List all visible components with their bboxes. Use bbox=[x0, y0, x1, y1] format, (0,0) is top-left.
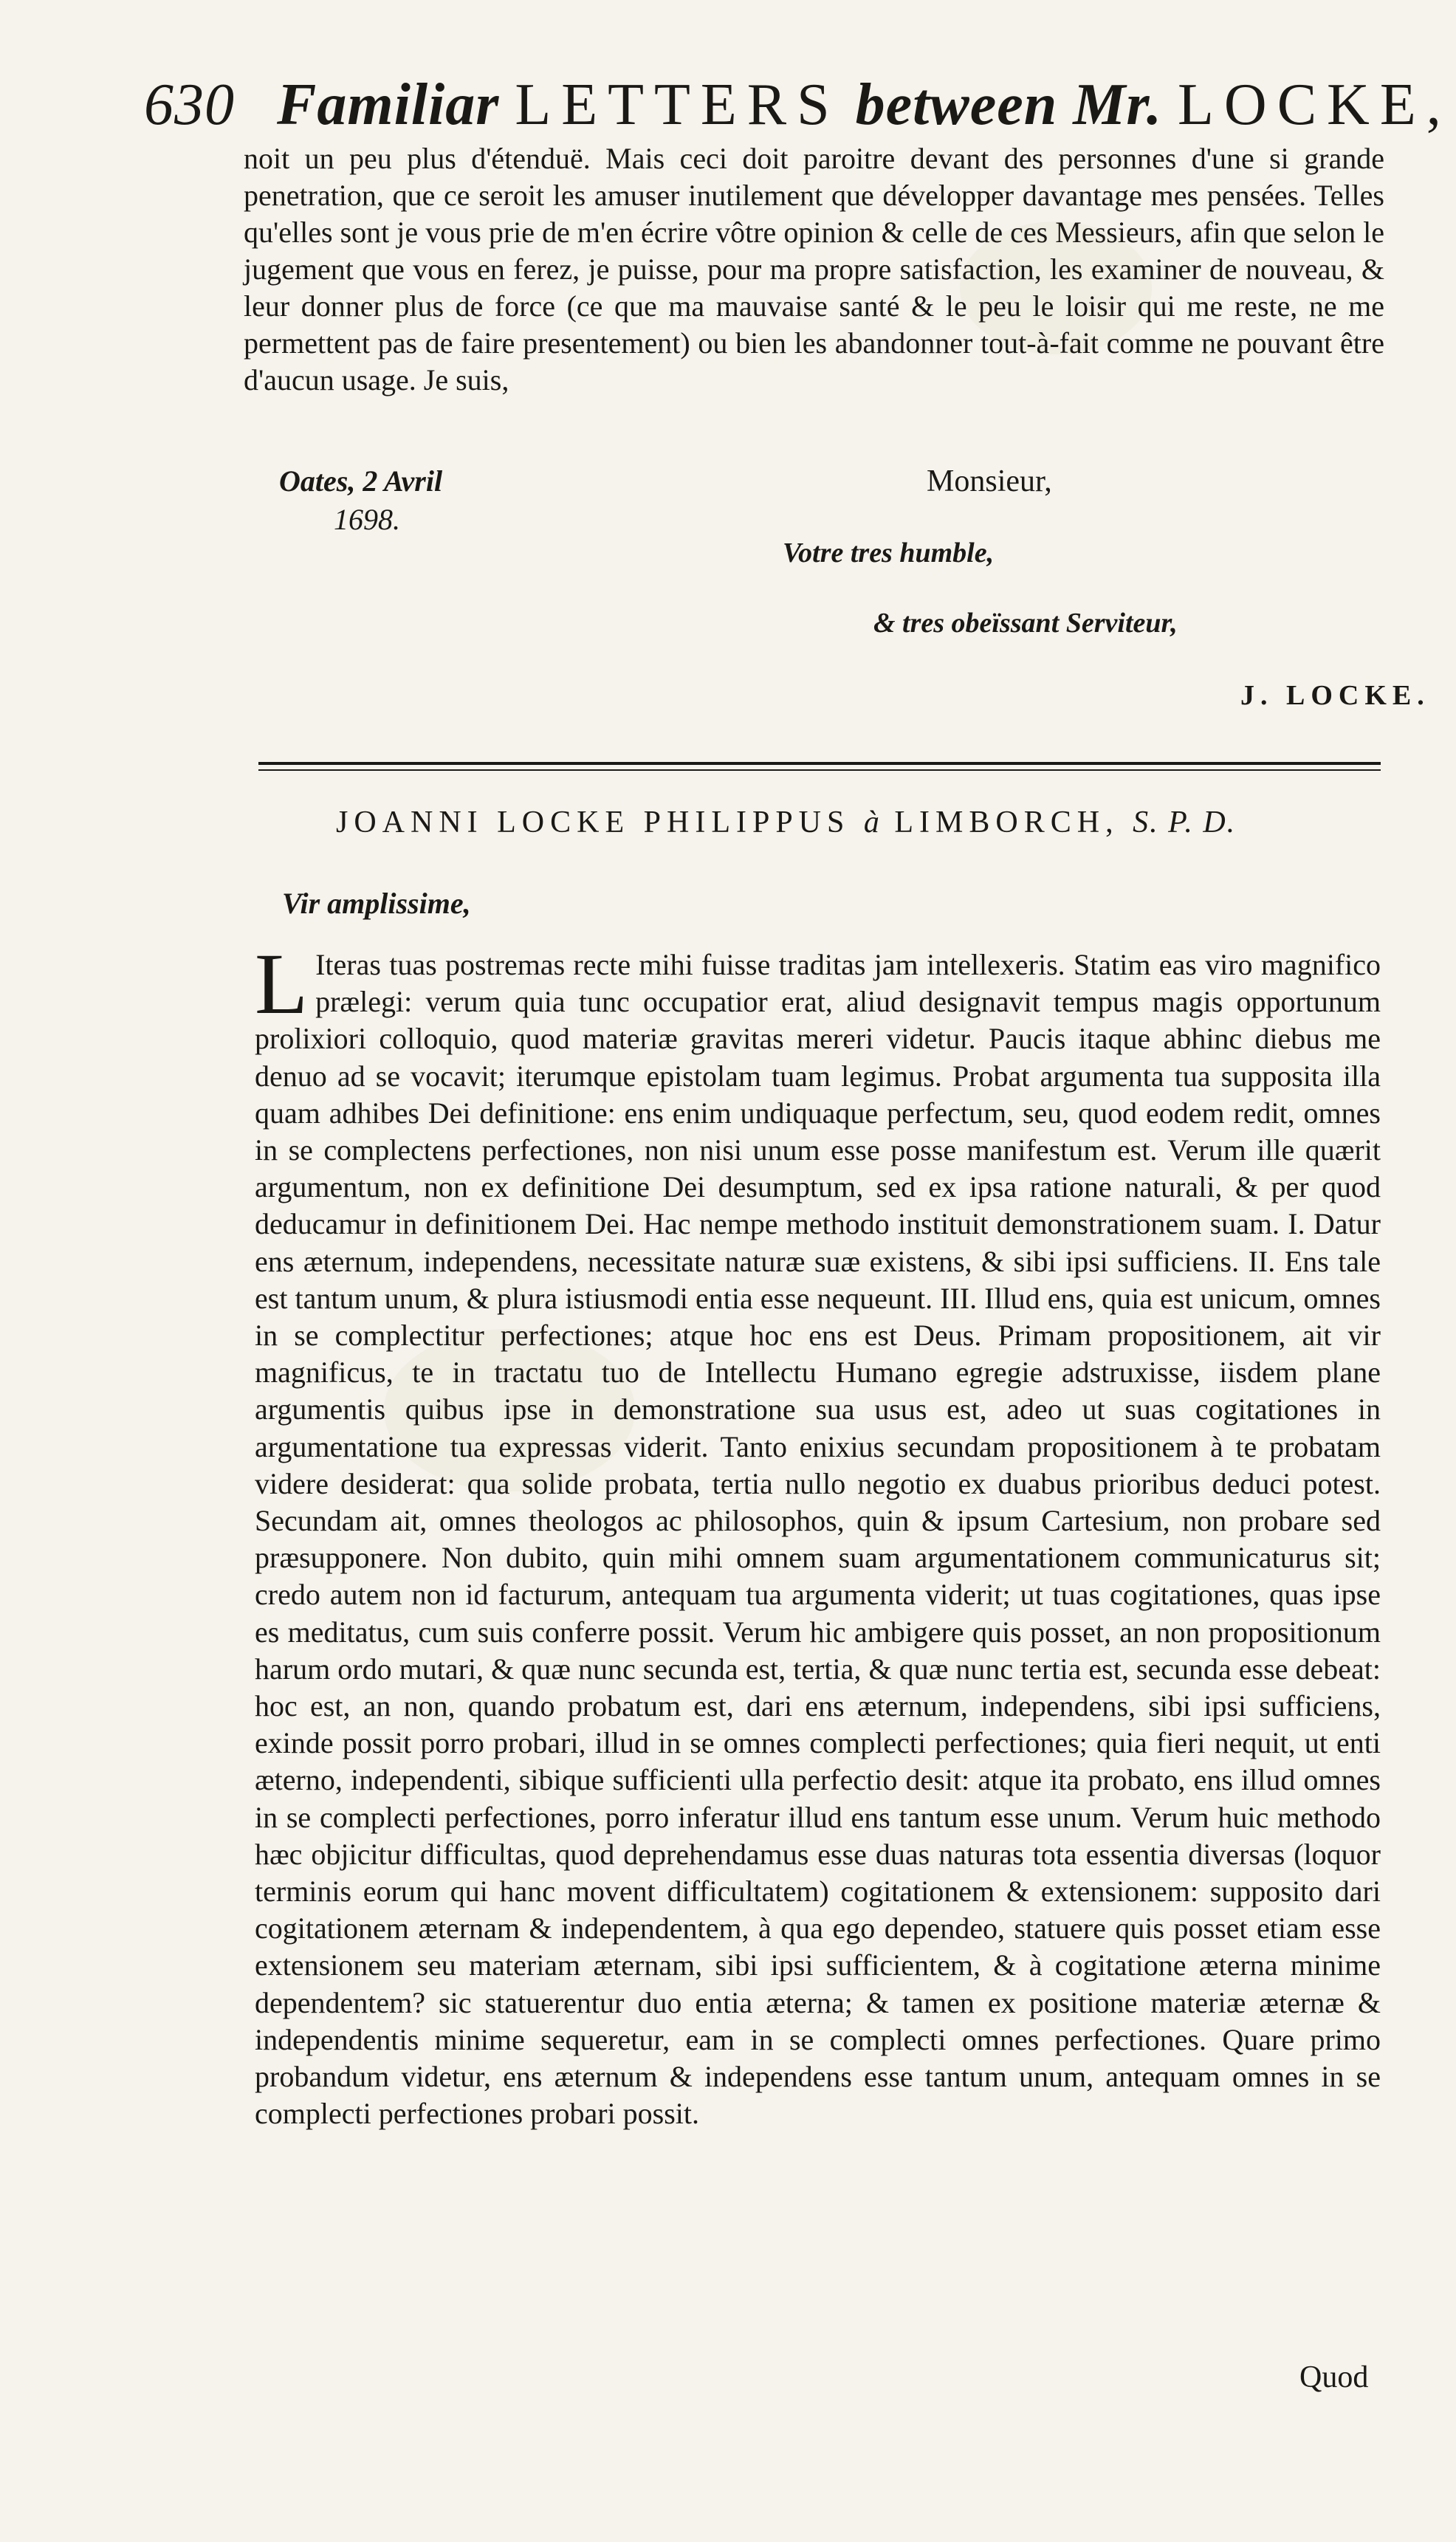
french-letter-text: noit un peu plus d'étenduë. Mais ceci doit paroitre devant des personnes d'une si grande penetration, que ce seroit les amuser inutilement que développer davantage mes pensées. Telles qu'elles sont je vous prie de m'en écrire vôtre opinion & celle de ces Messieurs, afin que selon le jugement que vous en ferez, je puisse, pour ma propre satisfaction, les examiner de nouveau, & leur donner plus de force (ce que ma mauvaise santé & le peu le loisir qui me reste, ne me permettent pas de faire presentement) ou bien les abandonner tout-à-fait comme ne pouvant être d'aucun usage. Je suis, bbox=[244, 142, 1384, 396]
latin-letter-text: Iteras tuas postremas recte mihi fuisse traditas jam intellexeris. Statim eas viro magnifico prælegi: verum quia tunc occupatior erat, aliud designavit tempus magis opportunum prolixiori colloquio, quod materiæ gravitas mereri videtur. Paucis itaque abhinc diebus me denuo ad se vocavit; iterumque epistolam tuam legimus. Probat argumenta tua supposita illa quam adhibes Dei definitione: ens enim undiquaque perfectum, seu, quod eodem redit, omnes in se complectens perfectiones, non nisi unum esse posse manifestum est. Verum ille quærit argumentum, non ex definitione Dei desumptum, sed ex ipsa ratione naturali, & per quod deducamur in definitionem Dei. Hac nempe methodo instituit demonstrationem suam. I. Datur ens æternum, independens, necessitate naturæ suæ existens, & sibi ipsi sufficiens. II. Ens tale est tantum unum, & plura istiusmodi entia esse nequeunt. III. Illud ens, quia est unicum, omnes in se complectitur perfectiones; atque hoc ens est Deus. Primam propositionem, ait vir magnificus, te in tractatu tuo de Intellectu Humano egregie adstruxisse, iisdem plane argumentis quibus ipse in demonstratione sua usus est, adeo ut suas cogitationes in argumentatione tua expressas viderit. Tanto enixius secundam propositionem à te probatam videre desiderat: qua solide probata, tertia nullo negotio ex duabus prioribus deduci potest. Secundam ait, omnes theologos ac philosophos, quin & ipsum Cartesium, non probare sed præsupponere. Non dubito, quin mihi omnem suam argumentationem communicaturus sit; credo autem non id facturum, antequam tua argumenta viderit; ut tuas cogitationes, quas ipse es meditatus, cum suis conferre possit. Verum hic ambigere quis posset, an non propositionum harum ordo mutari, & quæ nunc secunda est, tertia, & quæ nunc tertia est, secunda esse debeat: hoc est, an non, quando probatum est, dari ens æternum, independens, sibi ipsi sufficiens, exinde possit porro probari, illud in se omnes complecti perfectiones; quia fieri nequit, ut enti æterno, independenti, sibique sufficienti ulla perfectio desit: atque ita probato, ens illud omnes in se complecti perfectiones, porro inferatur illud ens tantum esse unum. Verum huic methodo hæc objicitur difficultas, quod deprehendamus esse duas naturas tota essentia diversas (loquor terminis eorum qui hanc movent difficultatem) cogitationem & extensionem: supposito dari cogitationem æternam & independentem, à qua ego dependeo, statuere quis posset etiam esse extensionem seu materiam æternam, sibi ipsi sufficientem, & à cogitatione æterna minime dependentem? sic statuerentur duo entia æterna; & tamen ex positione materiæ æternæ & independentis minime sequeretur, eam in se complecti omnes perfectiones. Quare primo probandum videtur, ens æternum & independens esse tantum unum, antequam omnes in se complecti perfectiones probari possit. bbox=[255, 948, 1381, 2131]
catchword: Quod bbox=[1299, 2360, 1369, 2394]
letter-closing-line-1: Votre tres humble, bbox=[783, 537, 995, 568]
letter-year: 1698. bbox=[334, 503, 400, 536]
page-number: 630 bbox=[144, 72, 235, 137]
running-head-between: between Mr. bbox=[855, 72, 1163, 137]
running-head-locke: LOCKE, bbox=[1178, 72, 1452, 137]
running-head-letters: LETTERS bbox=[515, 72, 840, 137]
latin-letter-body bbox=[255, 935, 1381, 2133]
letter-closing-line-2: & tres obeïssant Serviteur, bbox=[873, 608, 1178, 639]
heading-limborch: LIMBORCH, bbox=[894, 805, 1119, 839]
section-divider-thin bbox=[258, 769, 1381, 771]
letter-salutation-monsieur: Monsieur, bbox=[927, 464, 1052, 498]
heading-recipient: JOANNI LOCKE PHILIPPUS bbox=[336, 805, 851, 839]
latin-salutation: Vir amplissime, bbox=[282, 887, 471, 920]
heading-a: à bbox=[863, 805, 881, 839]
running-head-familiar: Familiar bbox=[277, 72, 500, 137]
running-head bbox=[144, 68, 1452, 142]
letter-signature: J. LOCKE. bbox=[1240, 680, 1430, 711]
drop-cap: L bbox=[255, 935, 309, 1032]
section-divider bbox=[258, 762, 1381, 765]
latin-letter-heading bbox=[336, 805, 1236, 840]
heading-spd: S. P. D. bbox=[1133, 805, 1237, 839]
french-letter-body bbox=[244, 140, 1384, 399]
letter-place-date: Oates, 2 Avril bbox=[279, 464, 443, 498]
